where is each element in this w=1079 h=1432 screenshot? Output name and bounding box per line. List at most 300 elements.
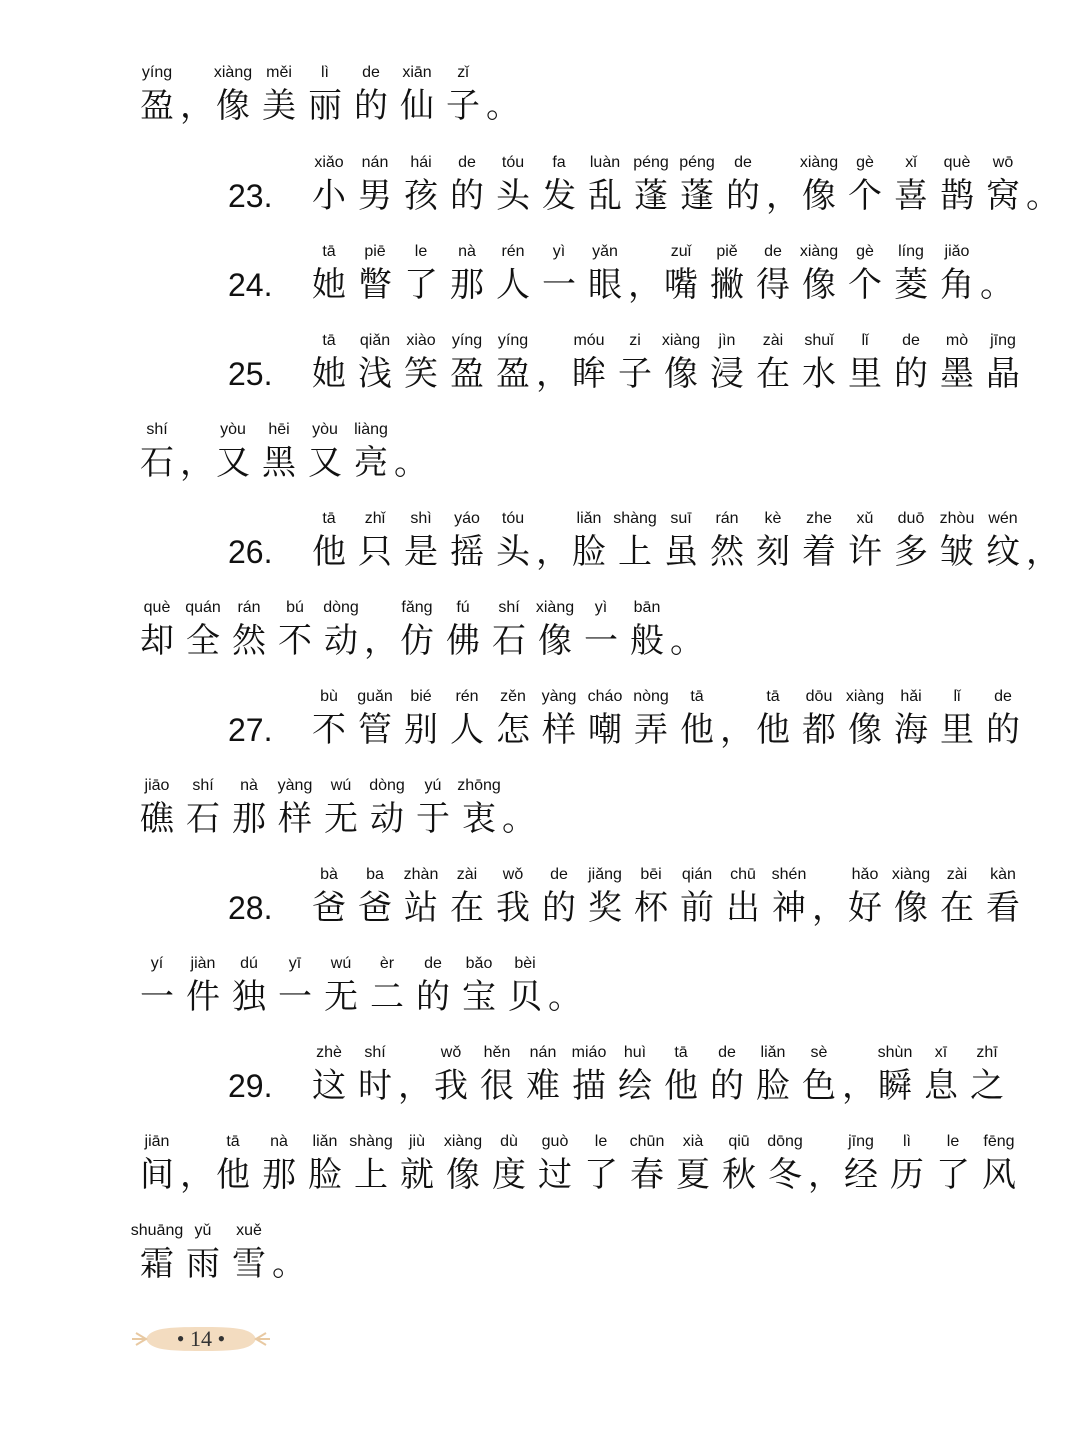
hanzi: 衷	[462, 799, 496, 839]
hanzi-with-pinyin	[720, 866, 766, 928]
pinyin: zi	[629, 332, 641, 349]
pinyin: de	[458, 154, 476, 171]
pinyin: wú	[330, 777, 352, 794]
pinyin: nòng	[633, 688, 669, 705]
hanzi: 的	[894, 354, 928, 394]
pinyin: nà	[270, 1133, 288, 1150]
pinyin: zài	[946, 866, 968, 883]
hanzi-with-pinyin	[930, 1133, 976, 1195]
pinyin: nà	[458, 243, 476, 260]
hanzi: 。	[486, 86, 520, 126]
hanzi: 时	[358, 1066, 392, 1106]
hanzi-with-pinyin	[394, 599, 440, 661]
hanzi-with-pinyin	[398, 866, 444, 928]
item-number: 24.	[228, 267, 273, 303]
hanzi-with-pinyin	[750, 688, 796, 750]
hanzi: 贝	[508, 977, 542, 1017]
punctuation	[808, 1133, 842, 1195]
pinyin: tā	[322, 510, 336, 527]
hanzi: 子	[618, 354, 652, 394]
hanzi-with-pinyin	[134, 421, 180, 483]
hanzi: 里	[848, 354, 882, 394]
pinyin: jiǎo	[944, 243, 970, 260]
text-line-29-continued	[0, 1133, 1079, 1195]
hanzi: 夏	[676, 1155, 710, 1195]
hanzi: 多	[894, 532, 928, 572]
hanzi-with-pinyin	[490, 154, 536, 216]
hanzi-with-pinyin	[612, 1044, 658, 1106]
hanzi: 盈	[450, 354, 484, 394]
hanzi: 一	[278, 977, 312, 1017]
hanzi: 。	[980, 265, 1014, 305]
hanzi: 度	[492, 1155, 526, 1195]
hanzi-with-pinyin	[566, 1044, 612, 1106]
hanzi: 我	[496, 888, 530, 928]
hanzi: 然	[710, 532, 744, 572]
pinyin: tā	[226, 1133, 240, 1150]
pinyin: mò	[945, 332, 969, 349]
pinyin: sè	[810, 1044, 828, 1061]
hanzi: 雪	[232, 1244, 266, 1284]
hanzi: 怎	[496, 710, 530, 750]
text-line-25	[0, 332, 1079, 394]
pinyin: yǔ	[194, 1222, 212, 1239]
hanzi-with-pinyin	[352, 332, 398, 394]
hanzi: 好	[848, 888, 882, 928]
pinyin: fú	[456, 599, 470, 616]
hanzi-with-pinyin	[628, 866, 674, 928]
hanzi-with-pinyin	[796, 510, 842, 572]
hanzi-with-pinyin	[490, 332, 536, 394]
punctuation	[548, 955, 582, 1017]
pinyin: bù	[320, 688, 338, 705]
punctuation	[394, 421, 428, 483]
hanzi-with-pinyin	[410, 955, 456, 1017]
hanzi: 的	[710, 1066, 744, 1106]
hanzi: 像	[538, 621, 572, 661]
hanzi: 像	[894, 888, 928, 928]
hanzi-with-pinyin	[456, 777, 502, 839]
hanzi: 动	[370, 799, 404, 839]
hanzi-with-pinyin	[428, 1044, 474, 1106]
hanzi: 男	[358, 176, 392, 216]
pinyin: lì	[903, 1133, 911, 1150]
hanzi: 这	[312, 1066, 346, 1106]
hanzi: 瞬	[878, 1066, 912, 1106]
pinyin: xiàng	[799, 154, 839, 171]
punctuation	[812, 866, 846, 928]
pinyin: xiàng	[845, 688, 885, 705]
hanzi: 一	[584, 621, 618, 661]
punctuation	[536, 332, 570, 394]
hanzi: ，	[628, 265, 662, 305]
pinyin: shàng	[349, 1133, 393, 1150]
hanzi-with-pinyin	[318, 777, 364, 839]
item-number: 25.	[228, 356, 273, 392]
pinyin: lì	[321, 64, 329, 81]
hanzi-with-pinyin	[796, 332, 842, 394]
punctuation	[628, 243, 662, 305]
hanzi-with-pinyin	[532, 599, 578, 661]
pinyin: yáo	[454, 510, 480, 527]
hanzi: 石	[492, 621, 526, 661]
pinyin: miáo	[571, 1044, 607, 1061]
hanzi: ，	[720, 710, 754, 750]
item-number: 28.	[228, 890, 273, 926]
hanzi: 爸	[312, 888, 346, 928]
pinyin: chūn	[629, 1133, 665, 1150]
hanzi-with-pinyin	[444, 688, 490, 750]
hanzi-with-pinyin	[302, 1133, 348, 1195]
hanzi-with-pinyin	[272, 599, 318, 661]
hanzi: 之	[970, 1066, 1004, 1106]
punctuation	[486, 64, 520, 126]
pinyin: péng	[679, 154, 715, 171]
hanzi: 秋	[722, 1155, 756, 1195]
item-number: 26.	[228, 534, 273, 570]
hanzi: 了	[936, 1155, 970, 1195]
hanzi-with-pinyin	[302, 64, 348, 126]
hanzi-with-pinyin	[306, 688, 352, 750]
hanzi: 全	[186, 621, 220, 661]
hanzi: 脸	[756, 1066, 790, 1106]
pinyin: yī	[288, 955, 302, 972]
pinyin: ba	[366, 866, 384, 883]
hanzi: 很	[480, 1066, 514, 1106]
hanzi-with-pinyin	[272, 955, 318, 1017]
hanzi: ，	[812, 888, 846, 928]
pinyin: zhòu	[939, 510, 975, 527]
pinyin: yíng	[141, 64, 173, 81]
pinyin: xiān	[402, 64, 432, 81]
hanzi: 在	[756, 354, 790, 394]
pinyin: shì	[410, 510, 432, 527]
pinyin: xiàng	[535, 599, 575, 616]
hanzi: 绘	[618, 1066, 652, 1106]
hanzi-with-pinyin	[674, 688, 720, 750]
hanzi: 亮	[354, 443, 388, 483]
pinyin: jiàn	[190, 955, 216, 972]
hanzi-with-pinyin	[838, 1133, 884, 1195]
hanzi-with-pinyin	[980, 332, 1026, 394]
hanzi: 笑	[404, 354, 438, 394]
pinyin: yíng	[451, 332, 483, 349]
hanzi-with-pinyin	[440, 64, 486, 126]
hanzi: 件	[186, 977, 220, 1017]
hanzi: 发	[542, 176, 576, 216]
hanzi-with-pinyin	[394, 64, 440, 126]
pinyin: shí	[146, 421, 168, 438]
pinyin: xiàng	[799, 243, 839, 260]
pinyin: lǐ	[861, 332, 869, 349]
pinyin: yú	[424, 777, 442, 794]
hanzi: 她	[312, 354, 346, 394]
hanzi: 许	[848, 532, 882, 572]
hanzi: 蓬	[634, 176, 668, 216]
hanzi: 他	[664, 1066, 698, 1106]
pinyin: de	[902, 332, 920, 349]
pinyin: gè	[856, 243, 874, 260]
pinyin: tóu	[501, 154, 525, 171]
hanzi-with-pinyin	[180, 777, 226, 839]
hanzi-with-pinyin	[134, 599, 180, 661]
hanzi: 的	[726, 176, 760, 216]
hanzi: 站	[404, 888, 438, 928]
hanzi-with-pinyin	[842, 688, 888, 750]
hanzi-with-pinyin	[842, 154, 888, 216]
pinyin: wǒ	[502, 866, 524, 883]
hanzi-with-pinyin	[398, 243, 444, 305]
hanzi: 他	[312, 532, 346, 572]
text-line-26	[0, 510, 1079, 572]
hanzi-with-pinyin	[352, 510, 398, 572]
pinyin: fa	[552, 154, 566, 171]
pinyin: shuǐ	[804, 332, 834, 349]
hanzi-with-pinyin	[976, 1133, 1022, 1195]
hanzi: 样	[542, 710, 576, 750]
hanzi: ，	[364, 621, 398, 661]
text-line-28	[0, 866, 1079, 928]
hanzi: 般	[630, 621, 664, 661]
hanzi: 乱	[588, 176, 622, 216]
punctuation	[1026, 510, 1060, 572]
hanzi: 在	[940, 888, 974, 928]
pinyin: nà	[240, 777, 258, 794]
hanzi: 摇	[450, 532, 484, 572]
pinyin: yì	[594, 599, 608, 616]
pinyin: de	[550, 866, 568, 883]
pinyin: xiào	[406, 332, 436, 349]
pinyin: shén	[771, 866, 807, 883]
hanzi-with-pinyin	[628, 688, 674, 750]
pinyin: bēi	[640, 866, 662, 883]
pinyin: bà	[320, 866, 338, 883]
hanzi-with-pinyin	[352, 243, 398, 305]
pinyin: tā	[766, 688, 780, 705]
pinyin: jiāo	[144, 777, 170, 794]
hanzi: 样	[278, 799, 312, 839]
hanzi-with-pinyin	[444, 332, 490, 394]
hanzi: 脸	[308, 1155, 342, 1195]
hanzi: 出	[726, 888, 760, 928]
hanzi: 浸	[710, 354, 744, 394]
hanzi-with-pinyin	[134, 64, 180, 126]
pinyin: què	[943, 154, 971, 171]
hanzi: 人	[496, 265, 530, 305]
hanzi-with-pinyin	[348, 1133, 394, 1195]
hanzi: 无	[324, 977, 358, 1017]
hanzi-with-pinyin	[624, 1133, 670, 1195]
hanzi-with-pinyin	[256, 64, 302, 126]
hanzi-with-pinyin	[888, 154, 934, 216]
pinyin: rán	[237, 599, 261, 616]
hanzi: 在	[450, 888, 484, 928]
punctuation	[980, 243, 1014, 305]
hanzi-with-pinyin	[490, 243, 536, 305]
hanzi-with-pinyin	[210, 1133, 256, 1195]
hanzi-with-pinyin	[306, 243, 352, 305]
hanzi: 不	[312, 710, 346, 750]
hanzi: ，	[180, 443, 214, 483]
pinyin: xià	[682, 1133, 704, 1150]
hanzi: 像	[802, 265, 836, 305]
hanzi: 无	[324, 799, 358, 839]
hanzi: 石	[186, 799, 220, 839]
hanzi-with-pinyin	[306, 332, 352, 394]
pinyin: piě	[716, 243, 738, 260]
pinyin: yíng	[497, 332, 529, 349]
hanzi-with-pinyin	[578, 599, 624, 661]
hanzi-with-pinyin	[980, 688, 1026, 750]
pinyin: zhōng	[457, 777, 501, 794]
hanzi-with-pinyin	[536, 154, 582, 216]
hanzi: 前	[680, 888, 714, 928]
hanzi: 描	[572, 1066, 606, 1106]
pinyin: liǎn	[576, 510, 602, 527]
hanzi: 那	[262, 1155, 296, 1195]
pinyin: guò	[541, 1133, 569, 1150]
hanzi: 又	[308, 443, 342, 483]
hanzi: 。	[394, 443, 428, 483]
hanzi: 看	[986, 888, 1020, 928]
pinyin: luàn	[589, 154, 621, 171]
hanzi: 蓬	[680, 176, 714, 216]
pinyin: jìn	[718, 332, 736, 349]
hanzi-with-pinyin	[658, 332, 704, 394]
punctuation	[272, 1222, 306, 1284]
hanzi-with-pinyin	[566, 510, 612, 572]
hanzi: 眼	[588, 265, 622, 305]
hanzi-with-pinyin	[180, 1222, 226, 1284]
hanzi: 个	[848, 265, 882, 305]
pinyin: qián	[681, 866, 713, 883]
hanzi-with-pinyin	[226, 955, 272, 1017]
pinyin: yí	[150, 955, 164, 972]
hanzi-with-pinyin	[796, 1044, 842, 1106]
hanzi: 又	[216, 443, 250, 483]
hanzi: 石	[140, 443, 174, 483]
hanzi: 。	[670, 621, 704, 661]
punctuation	[180, 421, 214, 483]
hanzi-with-pinyin	[306, 154, 352, 216]
pinyin: le	[414, 243, 428, 260]
hanzi-with-pinyin	[624, 599, 670, 661]
hanzi-with-pinyin	[796, 688, 842, 750]
hanzi-with-pinyin	[582, 866, 628, 928]
hanzi-with-pinyin	[888, 510, 934, 572]
pinyin: xiàng	[443, 1133, 483, 1150]
pinyin: nán	[361, 154, 389, 171]
hanzi: 虽	[664, 532, 698, 572]
hanzi: 是	[404, 532, 438, 572]
hanzi-with-pinyin	[134, 955, 180, 1017]
pinyin: xǐ	[905, 154, 917, 171]
hanzi: ，	[842, 1066, 876, 1106]
pinyin: wú	[330, 955, 352, 972]
hanzi-with-pinyin	[750, 1044, 796, 1106]
pinyin: tā	[674, 1044, 688, 1061]
hanzi-with-pinyin	[980, 510, 1026, 572]
punctuation	[398, 1044, 432, 1106]
hanzi: 历	[890, 1155, 924, 1195]
hanzi: 美	[262, 86, 296, 126]
hanzi: 黑	[262, 443, 296, 483]
hanzi: 了	[584, 1155, 618, 1195]
pinyin: měi	[266, 64, 292, 81]
pinyin: quán	[185, 599, 221, 616]
pinyin: tóu	[501, 510, 525, 527]
pinyin: bǎo	[465, 955, 493, 972]
pinyin: shùn	[877, 1044, 913, 1061]
pinyin: hái	[410, 154, 432, 171]
hanzi-with-pinyin	[750, 510, 796, 572]
pinyin: hǎo	[851, 866, 879, 883]
pinyin: shí	[498, 599, 520, 616]
hanzi: 嘲	[588, 710, 622, 750]
pinyin: le	[594, 1133, 608, 1150]
hanzi: 角	[940, 265, 974, 305]
hanzi-with-pinyin	[582, 154, 628, 216]
hanzi-with-pinyin	[658, 243, 704, 305]
hanzi: 得	[756, 265, 790, 305]
hanzi-with-pinyin	[398, 332, 444, 394]
hanzi-with-pinyin	[674, 154, 720, 216]
hanzi: 一	[140, 977, 174, 1017]
hanzi-with-pinyin	[486, 1133, 532, 1195]
hanzi-with-pinyin	[226, 1222, 272, 1284]
text-line-27-continued	[0, 777, 1079, 839]
punctuation	[842, 1044, 876, 1106]
pinyin: zhè	[316, 1044, 342, 1061]
hanzi: 宝	[462, 977, 496, 1017]
pinyin: fēng	[983, 1133, 1015, 1150]
hanzi-with-pinyin	[318, 599, 364, 661]
hanzi-with-pinyin	[226, 777, 272, 839]
hanzi: 的	[416, 977, 450, 1017]
pinyin: liǎn	[312, 1133, 338, 1150]
hanzi: 菱	[894, 265, 928, 305]
hanzi-with-pinyin	[302, 421, 348, 483]
hanzi: 二	[370, 977, 404, 1017]
pinyin: suī	[670, 510, 692, 527]
pinyin: zuǐ	[670, 243, 692, 260]
hanzi: ，	[766, 176, 800, 216]
pinyin: dòng	[323, 599, 359, 616]
hanzi-with-pinyin	[410, 777, 456, 839]
hanzi-with-pinyin	[272, 777, 318, 839]
hanzi: 一	[542, 265, 576, 305]
pinyin: tā	[322, 332, 336, 349]
hanzi: 难	[526, 1066, 560, 1106]
hanzi: 杯	[634, 888, 668, 928]
hanzi-with-pinyin	[210, 64, 256, 126]
hanzi-with-pinyin	[398, 510, 444, 572]
pinyin: xuě	[236, 1222, 262, 1239]
pinyin: shí	[364, 1044, 386, 1061]
pinyin: wō	[992, 154, 1014, 171]
pinyin: de	[994, 688, 1012, 705]
hanzi: 我	[434, 1066, 468, 1106]
pinyin: duō	[897, 510, 925, 527]
hanzi: 管	[358, 710, 392, 750]
hanzi-with-pinyin	[670, 1133, 716, 1195]
pinyin: dòng	[369, 777, 405, 794]
pinyin: jiǎng	[588, 866, 622, 883]
hanzi-with-pinyin	[934, 688, 980, 750]
page-number: • 14 •	[176, 1326, 226, 1351]
hanzi: 色	[802, 1066, 836, 1106]
pinyin: tā	[690, 688, 704, 705]
